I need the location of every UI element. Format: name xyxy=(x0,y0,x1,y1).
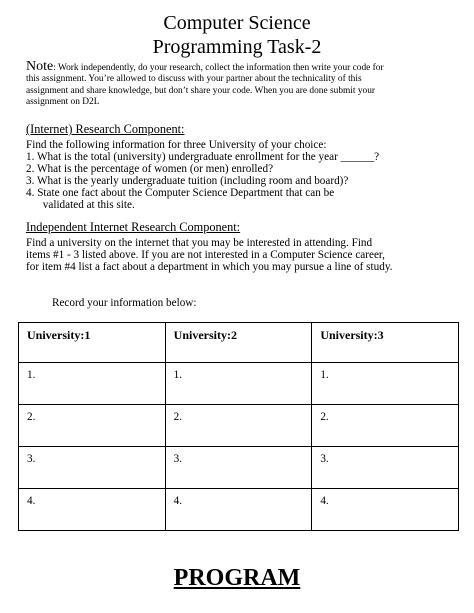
university-table xyxy=(18,322,459,531)
independent-line-1: Find a university on the internet that you may be interested in attending. Find xyxy=(26,237,373,249)
note-line-1: : Work independently, do your research, collect the information then write your code for xyxy=(53,63,384,73)
research-item-3: 3. What is the yearly undergraduate tuition (including room and board)? xyxy=(26,175,349,187)
note-label: Note xyxy=(26,59,54,74)
table-row xyxy=(19,446,459,488)
table-row xyxy=(19,404,459,446)
header-university-1: University:1 xyxy=(19,323,166,363)
note-line-4: assignment on D2L xyxy=(26,97,100,108)
table-cell[interactable]: 3. xyxy=(165,446,312,488)
independent-line-2: items #1 - 3 listed above. If you are not interested in a Computer Science career, xyxy=(26,249,385,261)
table-cell[interactable]: 4. xyxy=(165,488,312,530)
research-intro: Find the following information for three University of your choice: xyxy=(26,139,327,151)
record-prompt: Record your information below: xyxy=(52,297,197,309)
independent-heading: Independent Internet Research Component: xyxy=(26,220,241,234)
table-cell[interactable]: 4. xyxy=(19,488,166,530)
research-item-4-continued: validated at this site. xyxy=(26,199,135,211)
title-line-2: Programming Task-2 xyxy=(152,36,322,58)
note-line-3: assignment and share knowledge, but don’t share your code. When you are done submit your xyxy=(26,85,376,96)
table-cell[interactable]: 4. xyxy=(312,488,459,530)
table-cell[interactable]: 2. xyxy=(165,404,312,446)
table-row xyxy=(19,488,459,530)
table-row xyxy=(19,362,459,404)
header-university-3: University:3 xyxy=(312,323,459,363)
research-item-1: 1. What is the total (university) undergraduate enrollment for the year ______? xyxy=(26,151,380,163)
note-line-2: this assignment. You’re allowed to discuss with your partner about the technicality of this xyxy=(26,74,362,85)
table-cell[interactable]: 1. xyxy=(165,362,312,404)
table-header-row xyxy=(19,323,459,363)
table-cell[interactable]: 1. xyxy=(312,362,459,404)
note-paragraph xyxy=(26,61,426,109)
table-cell[interactable]: 2. xyxy=(312,404,459,446)
table-cell[interactable]: 2. xyxy=(19,404,166,446)
title-line-1: Computer Science xyxy=(163,12,311,34)
research-item-4: 4. State one fact about the Computer Science Department that can be xyxy=(26,187,335,199)
table-cell[interactable]: 1. xyxy=(19,362,166,404)
research-item-2: 2. What is the percentage of women (or men) enrolled? xyxy=(26,163,274,175)
table-cell[interactable]: 3. xyxy=(19,446,166,488)
program-footer-title: PROGRAM xyxy=(173,565,301,591)
table-cell[interactable]: 3. xyxy=(312,446,459,488)
header-university-2: University:2 xyxy=(165,323,312,363)
independent-line-3: for item #4 list a fact about a department in which you may pursue a line of study. xyxy=(26,261,393,273)
research-heading: (Internet) Research Component: xyxy=(26,122,185,136)
